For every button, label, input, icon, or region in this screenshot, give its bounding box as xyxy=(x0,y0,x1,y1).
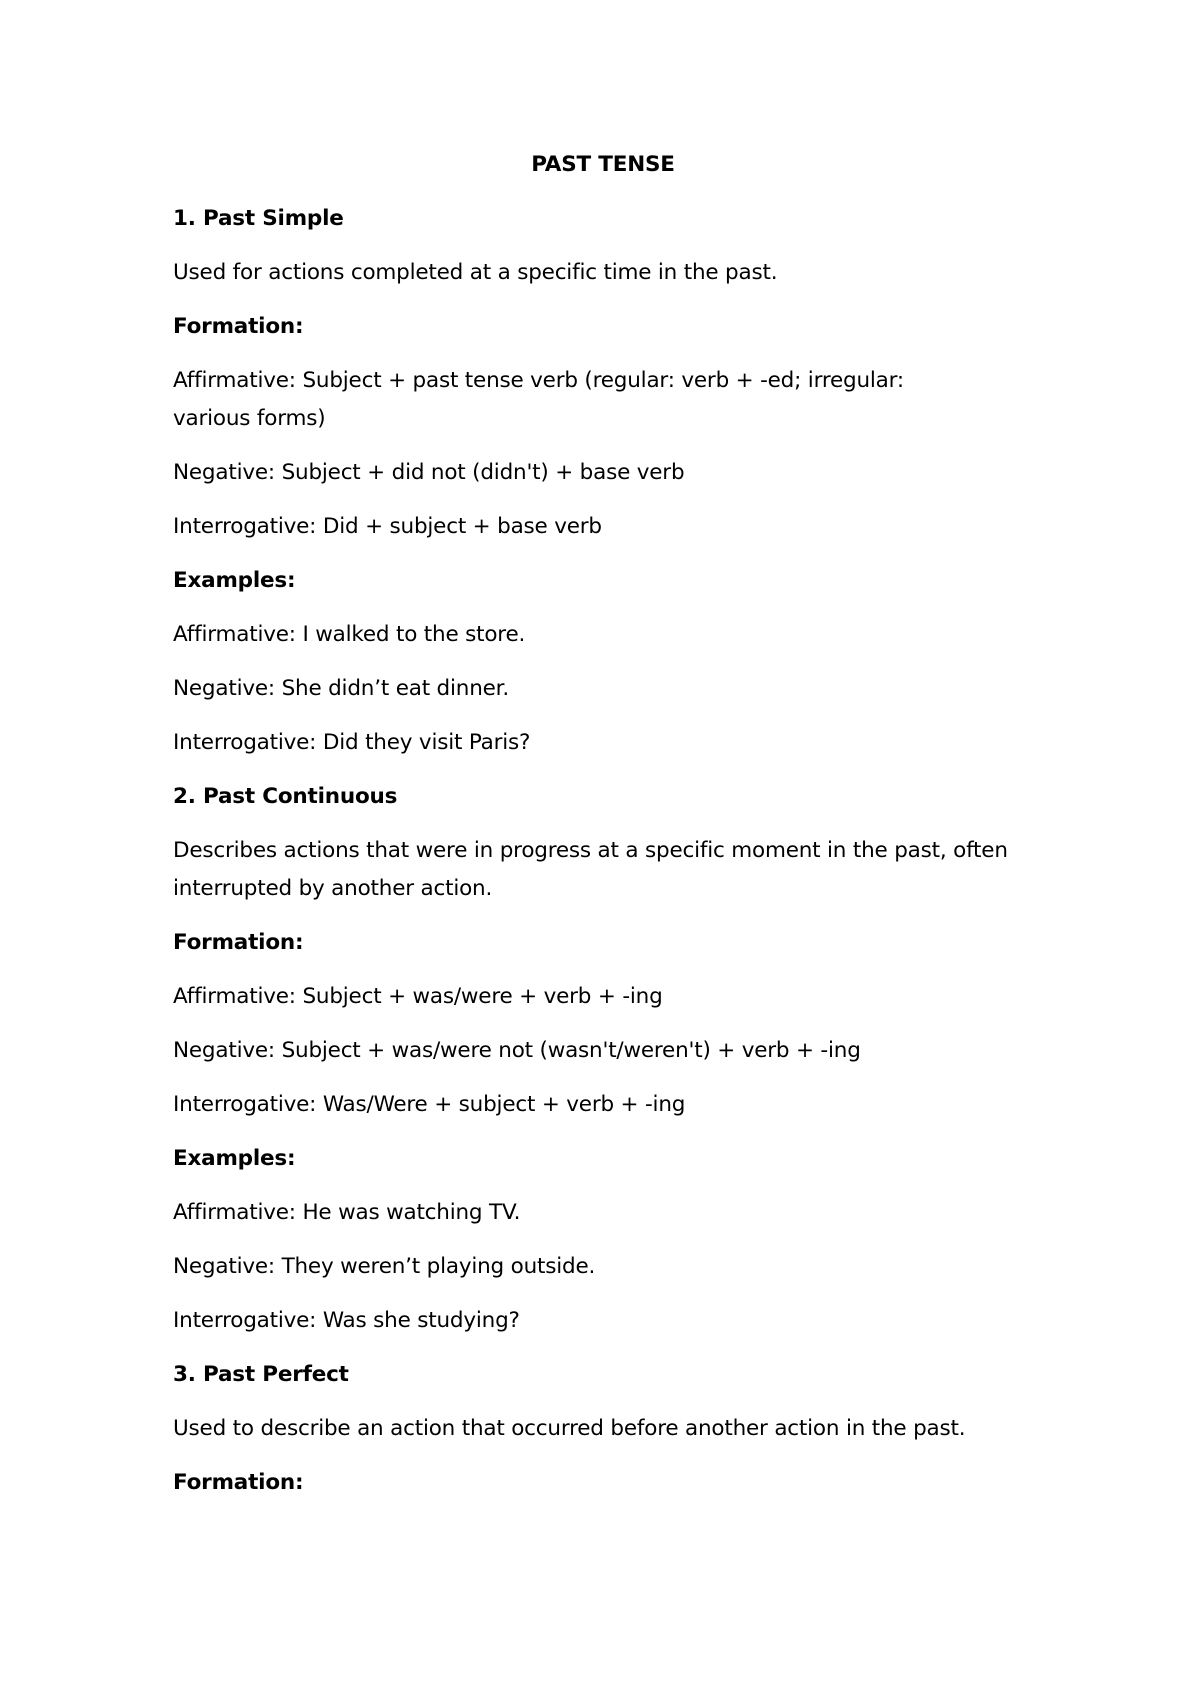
example-sentence: Affirmative: I walked to the store. xyxy=(173,622,526,647)
document-title: PAST TENSE xyxy=(531,152,675,177)
example-sentence: Negative: She didn’t eat dinner. xyxy=(173,676,509,701)
formation-rule: Interrogative: Was/Were + subject + verb + -ing xyxy=(173,1092,686,1117)
formation-rule: Affirmative: Subject + was/were + verb + -ing xyxy=(173,984,663,1009)
formation-rule: Negative: Subject + did not (didn't) + base verb xyxy=(173,460,685,485)
examples-label: Examples: xyxy=(173,568,296,593)
example-sentence: Interrogative: Did they visit Paris? xyxy=(173,730,531,755)
formation-label: Formation: xyxy=(173,930,304,955)
examples-label: Examples: xyxy=(173,1146,296,1171)
section-description: Used for actions completed at a specific time in the past. xyxy=(173,260,778,285)
section-description: Describes actions that were in progress at a specific moment in the past, often interrupted by another action. xyxy=(173,838,1015,901)
formation-label: Formation: xyxy=(173,1470,304,1495)
example-sentence: Interrogative: Was she studying? xyxy=(173,1308,520,1333)
formation-rule: Negative: Subject + was/were not (wasn't/weren't) + verb + -ing xyxy=(173,1038,861,1063)
section-heading: 3. Past Perfect xyxy=(173,1362,349,1387)
formation-rule: Affirmative: Subject + past tense verb (regular: verb + -ed; irregular: various forms) xyxy=(173,368,911,431)
section-description: Used to describe an action that occurred before another action in the past. xyxy=(173,1416,966,1441)
document-body xyxy=(173,146,1053,1502)
section-heading: 2. Past Continuous xyxy=(173,784,398,809)
formation-label: Formation: xyxy=(173,314,304,339)
section-heading: 1. Past Simple xyxy=(173,206,344,231)
formation-rule: Interrogative: Did + subject + base verb xyxy=(173,514,602,539)
example-sentence: Affirmative: He was watching TV. xyxy=(173,1200,521,1225)
example-sentence: Negative: They weren’t playing outside. xyxy=(173,1254,596,1279)
